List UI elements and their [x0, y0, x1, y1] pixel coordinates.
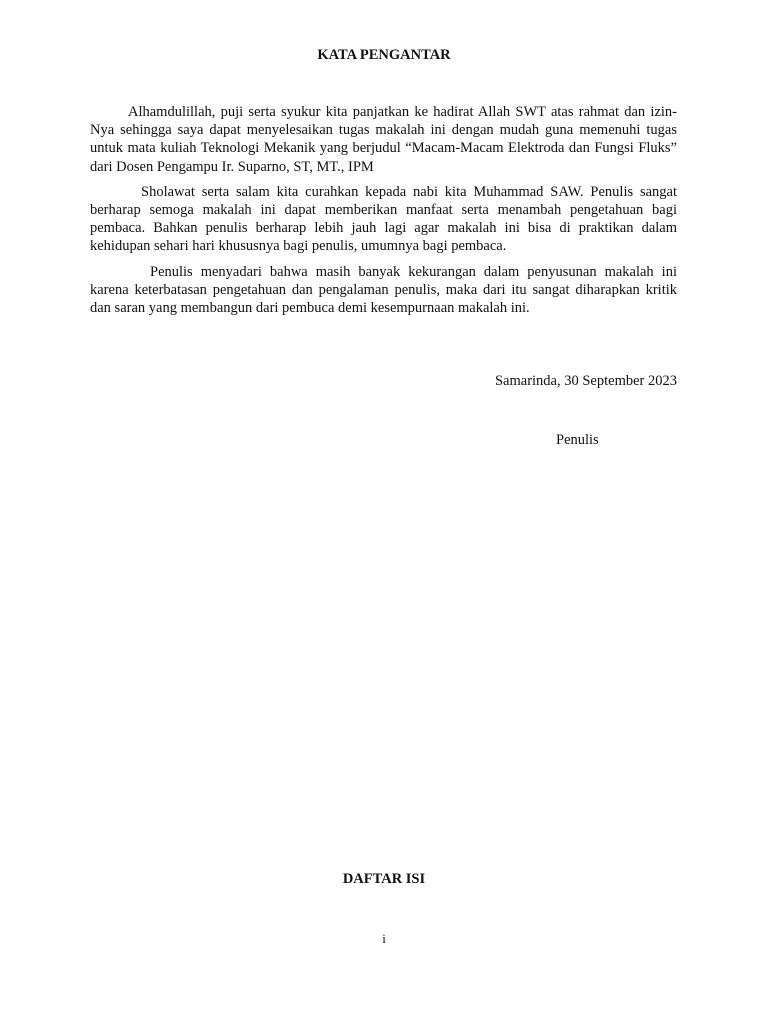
- body-text: [90, 103, 677, 324]
- section-title-daftar-isi: DAFTAR ISI: [342, 871, 426, 887]
- place-date: Samarinda, 30 September 2023: [494, 373, 677, 389]
- signer: Penulis: [556, 432, 599, 448]
- page-number: i: [382, 931, 386, 946]
- paragraph-1: Alhamdulillah, puji serta syukur kita panjatkan ke hadirat Allah SWT atas rahmat dan izin-Nya sehingga saya dapat menyelesaikan tugas makalah ini dengan mudah guna memenuhi tugas untuk mata kuliah Teknologi Mekanik yang berjudul “Macam-Macam Elektroda dan Fungsi Fluks” dari Dosen Pengampu Ir. Suparno, ST, MT., IPM: [90, 104, 677, 175]
- paragraph-2: Sholawat serta salam kita curahkan kepada nabi kita Muhammad SAW. Penulis sangat berharap semoga makalah ini dapat memberikan manfaat serta menambah pengetahuan bagi pembaca. Bahkan penulis berharap lebih jauh lagi agar makalah ini bisa di praktikan dalam kehidupan sehari hari khususnya bagi penulis, umumnya bagi pembaca.: [90, 183, 677, 255]
- page-title: KATA PENGANTAR: [317, 47, 451, 63]
- paragraph-3: Penulis menyadari bahwa masih banyak kekurangan dalam penyusunan makalah ini karena keterbatasan pengetahuan dan pengalaman penulis, maka dari itu sangat diharapkan kritik dan saran yang membangun dari pembuca demi kesempurnaan makalah ini.: [90, 263, 677, 317]
